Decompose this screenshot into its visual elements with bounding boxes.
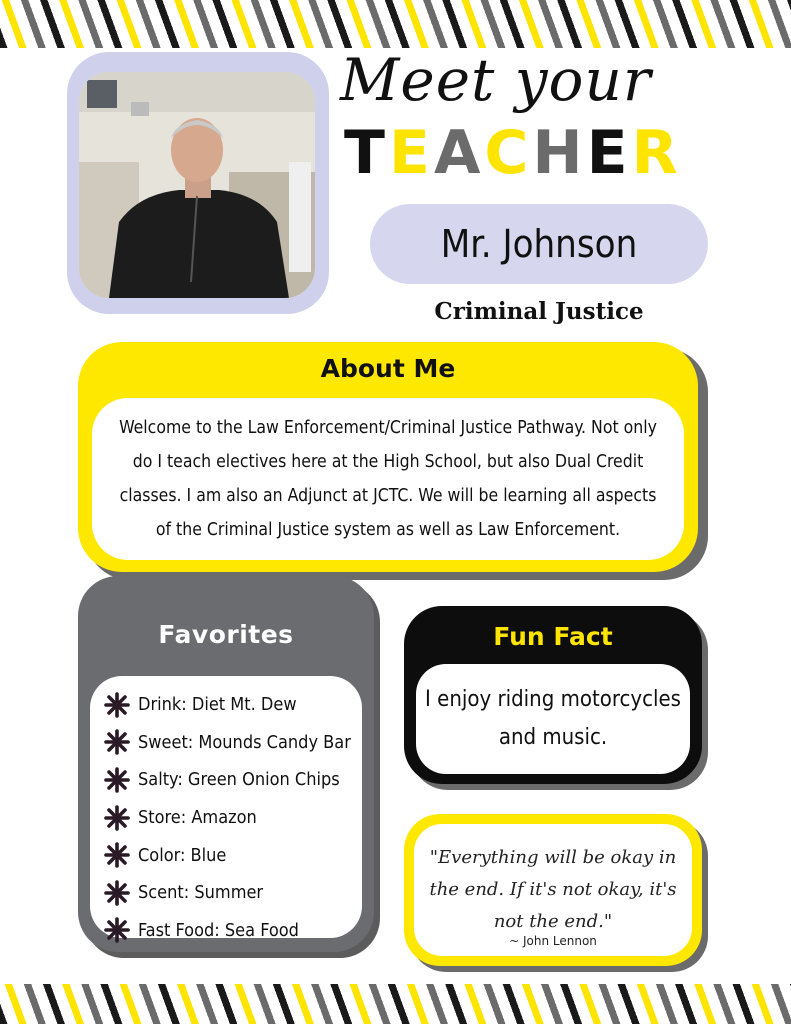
teacher-letter: E — [388, 118, 434, 188]
teacher-name: Mr. Johnson — [370, 204, 708, 284]
favorites-heading: Favorites — [158, 620, 294, 649]
favorites-item-label: Color: Blue — [138, 844, 227, 866]
favorites-item-label: Scent: Summer — [138, 882, 264, 904]
teacher-letter: R — [631, 118, 682, 188]
fun-fact-card — [404, 606, 702, 784]
favorites-item — [104, 836, 362, 874]
teacher-subject: Criminal Justice — [434, 298, 644, 325]
favorites-item-label: Drink: Diet Mt. Dew — [138, 694, 297, 716]
teacher-photo — [79, 72, 315, 298]
about-me-card — [78, 342, 698, 572]
teacher-letter: H — [532, 118, 587, 188]
asterisk-star-icon — [104, 767, 130, 793]
favorites-item-label: Store: Amazon — [138, 807, 257, 829]
teacher-photo-frame — [67, 52, 329, 314]
teacher-letter: T — [344, 118, 389, 188]
favorites-item — [104, 761, 362, 799]
asterisk-star-icon — [104, 692, 130, 718]
asterisk-star-icon — [104, 917, 130, 943]
teacher-portrait-image — [79, 72, 315, 298]
about-me-heading: About Me — [320, 354, 456, 383]
favorites-list — [90, 676, 362, 941]
quote-inner — [414, 824, 692, 956]
favorites-item-label: Fast Food: Sea Food — [138, 919, 299, 941]
teacher-letter: E — [586, 118, 632, 188]
favorites-item — [104, 874, 362, 912]
quote-author: ~ John Lennon — [509, 934, 597, 948]
favorites-item-label: Salty: Green Onion Chips — [138, 769, 340, 791]
teacher-letter: A — [433, 118, 485, 188]
top-stripe-border — [0, 0, 791, 48]
favorites-item — [104, 724, 362, 762]
fun-fact-heading: Fun Fact — [493, 622, 613, 651]
meet-your-script-title: Meet your — [340, 46, 652, 114]
favorites-item-label: Sweet: Mounds Candy Bar — [138, 731, 351, 753]
about-me-text: Welcome to the Law Enforcement/Criminal Justice Pathway. Not only do I teach electives here at the High School, but also Dual Credit classes. I am also an Adjunct at JCTC. We will be learning all aspects of the Criminal Justice system as well as Law Enforcement. — [92, 398, 684, 560]
bottom-stripe-border — [0, 984, 791, 1024]
quote-card — [404, 814, 702, 966]
asterisk-star-icon — [104, 842, 130, 868]
favorites-item — [104, 686, 362, 724]
asterisk-star-icon — [104, 805, 130, 831]
quote-text: "Everything will be okay in the end. If it's not okay, it's not the end." — [429, 847, 677, 932]
asterisk-star-icon — [104, 729, 130, 755]
favorites-card — [78, 576, 374, 952]
favorites-item — [104, 912, 362, 950]
fun-fact-text: I enjoy riding motorcycles and music. — [416, 664, 690, 774]
asterisk-star-icon — [104, 880, 130, 906]
teacher-heading — [344, 118, 682, 188]
favorites-item — [104, 799, 362, 837]
teacher-letter: C — [484, 118, 533, 188]
